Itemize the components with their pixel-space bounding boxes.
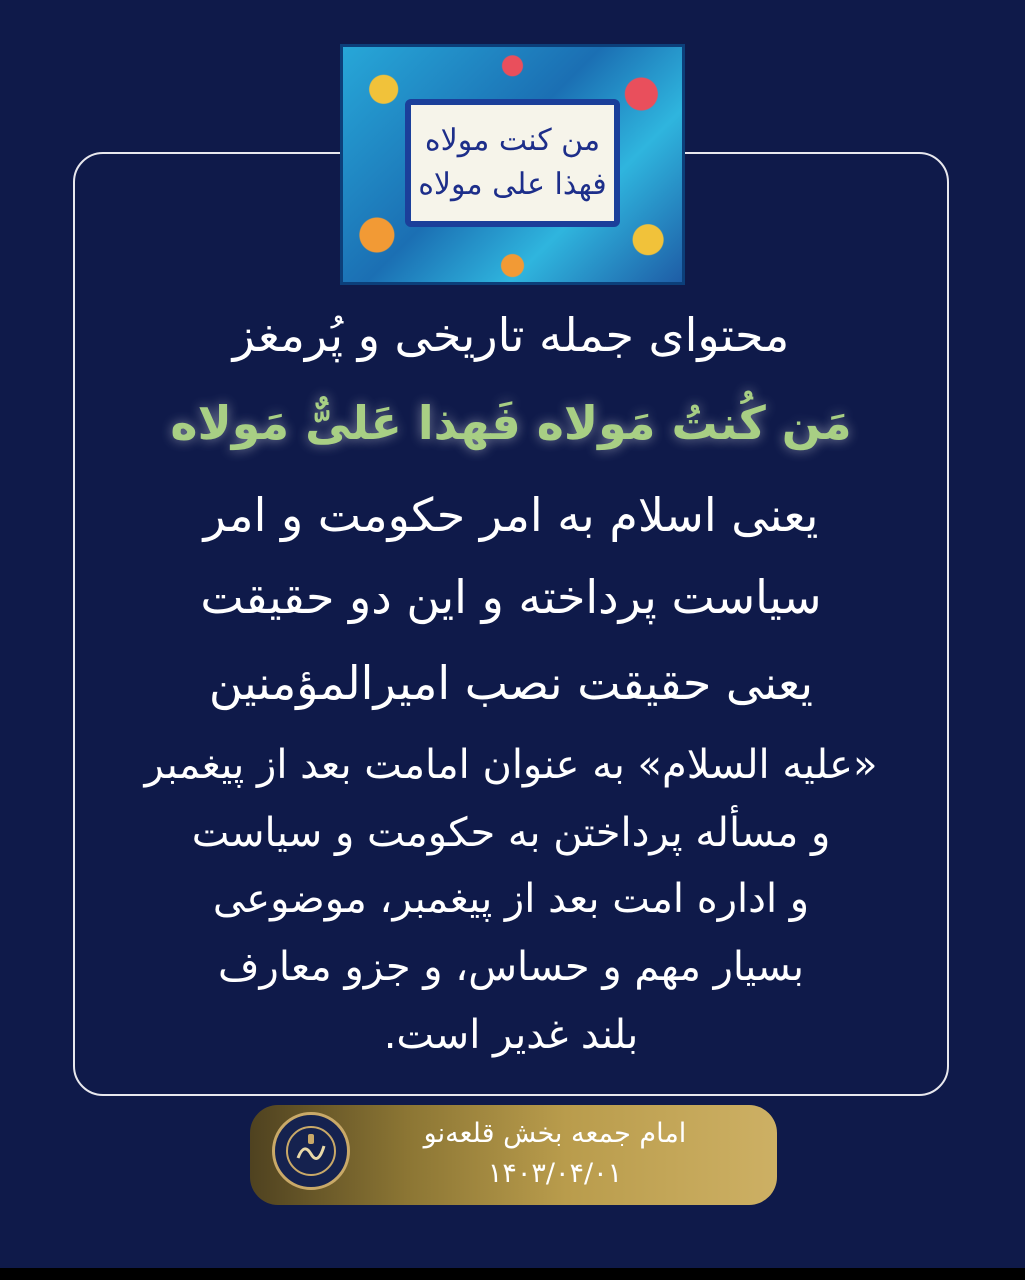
decorative-tile-image [340,44,685,285]
body-line-7: بسیار مهم و حساس، و جزو معارف [218,944,804,990]
body-line-5: و مسأله پرداختن به حکومت و سیاست [191,810,831,856]
tile-calligraphy-frame [405,99,620,227]
body-line-3: یعنی حقیقت نصب امیرالمؤمنین [208,656,814,710]
body-line-2: سیاست پرداخته و این دو حقیقت [200,570,822,624]
body-line-6: و اداره امت بعد از پیغمبر، موضوعی [212,876,810,922]
body-line-8: بلند غدیر است. [383,1012,639,1058]
heading-line: محتوای جمله تاریخی و پُرمغز [232,308,790,362]
footer-name: امام جمعه بخش قلعه‌نو [423,1118,687,1149]
tile-calligraphy-line-2: فهذا علی مولاه [418,167,607,202]
body-line-4: «علیه السلام» به عنوان امامت بعد از پیغمبر [144,742,878,788]
footer-date: ۱۴۰۳/۰۴/۰۱ [487,1158,623,1189]
tile-calligraphy-line-1: من کنت مولاه [424,123,601,158]
hadith-line: مَن کُنتُ مَولاه فَهذا عَلیٌّ مَولاه [170,396,852,450]
emblem-icon [272,1112,350,1190]
body-line-1: یعنی اسلام به امر حکومت و امر [203,488,819,542]
